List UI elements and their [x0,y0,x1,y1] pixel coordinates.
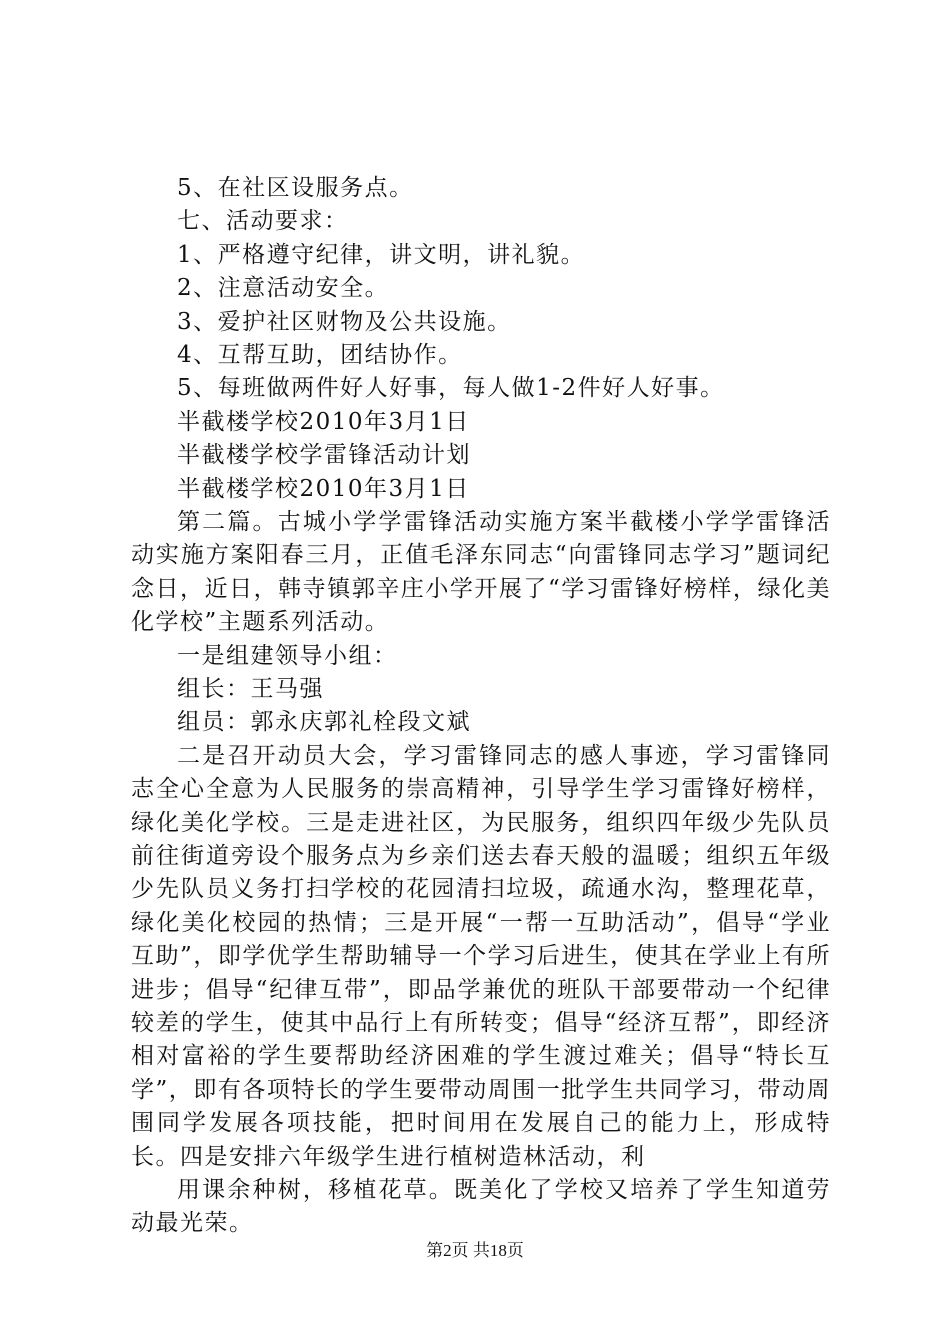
text-line: 4、互帮互助，团结协作。 [177,341,463,368]
text-line: 5、在社区设服务点。 [177,175,414,201]
date-line: 半截楼学校2010年3月1日 [177,475,470,502]
paragraph: 二是召开动员大会，学习雷锋同志的感人事迹，学习雷锋同志全心全意为人民服务的崇高精神，引导学生学习雷锋好榜样，绿化美化学校。三是走进社区，为民服务，组织四年级少先队员前往街道旁设个服务点为乡亲们送去春天般的温暖；组织五年级少先队员义务打扫学校的花园清扫垃圾，疏通水沟，整理花草，绿化美化校园的热情；三是开展“一帮一互助活动”，倡导“学业互助”，即学优学生帮助辅导一个学习后进生，使其在学业上有所进步；倡导“纪律互带”，即品学兼优的班队干部要带动一个纪律较差的学生，使其中品行上有所转变；倡导“经济互帮”，即经济相对富裕的学生要帮助经济困难的学生渡过难关；倡导“特长互学”，即有各项特长的学生要带动周围一批学生共同学习，带动周围同学发展各项技能，把时间用在发展自己的能力上，形成特长。四是安排六年级学生进行植树造林活动，利 [131,742,831,1170]
text-line: 1、严格遵守纪律，讲文明，讲礼貌。 [177,241,586,268]
text-line: 组长：王马强 [177,675,324,702]
text-line: 3、爱护社区财物及公共设施。 [177,308,512,335]
text-line: 组员：郭永庆郭礼栓段文斌 [177,709,471,736]
paragraph: 第二篇。古城小学学雷锋活动实施方案半截楼小学学雷锋活动实施方案阳春三月，正值毛泽东同志“向雷锋同志学习”题词纪念日，近日，韩寺镇郭辛庄小学开展了“学习雷锋好榜样，绿化美化学校”主题系列活动。 [131,508,831,636]
date-line: 半截楼学校2010年3月1日 [177,408,470,435]
document-body [131,172,831,1241]
title-line: 半截楼学校学雷锋活动计划 [177,442,471,469]
paragraph: 用课余种树，移植花草。既美化了学校又培养了学生知道劳动最光荣。 [131,1176,831,1237]
text-line: 5、每班做两件好人好事，每人做1-2件好人好事。 [177,375,725,402]
text-line: 2、注意活动安全。 [177,275,390,302]
section-heading: 七、活动要求： [177,208,349,235]
page-number: 第2页 共18页 [426,1241,524,1260]
text-line: 一是组建领导小组： [177,642,398,669]
